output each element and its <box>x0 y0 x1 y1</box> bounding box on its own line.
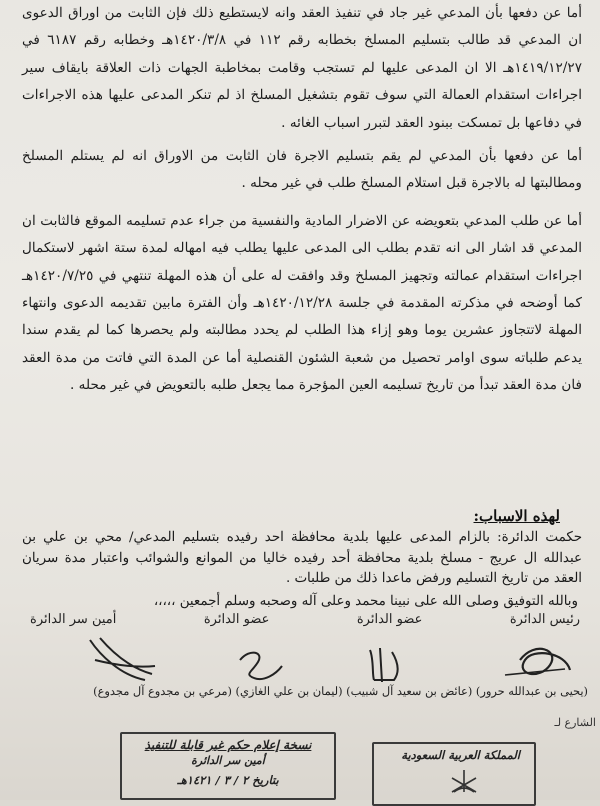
paragraph-2: أما عن دفعها بأن المدعي لم يقم بتسليم الاجرة فان الثابت من الاوراق انه لم يستلم المسلخ ومطالبتها له بالاجرة قبل استلام المسلخ طلب في غير محله . <box>22 148 582 192</box>
role-member-2: عضو الدائرة <box>356 612 423 627</box>
emblem-icon <box>444 766 484 800</box>
handwritten-signatures <box>0 630 600 690</box>
reasons-heading: لهذه الاسباب: <box>473 507 560 525</box>
copy-stamp <box>120 732 336 800</box>
body-text <box>22 0 582 400</box>
paragraph-1: أما عن دفعها بأن المدعي غير جاد في تنفيذ العقد وانه لايستطيع ذلك فإن الثابت من اوراق الدعوى ان المدعي قد طالب بتسليم المسلخ بخطابه رقم ١١٢ في ١٤٢٠/٣/٨هـ وخطابه رقم ٦١٨٧ في ١٤١٩/١٢/٢٧هـ الا ان المدعى عليها لم تستجب وقامت بمخاطبة الجهات ذات العلاقة بايقاف سير اجراءات استقدام العمالة التي سوف تقوم بتشغيل المسلخ اذ لم تنكر المدعى عليها هذه الاجراءات في دفاعها بل تمسكت ببنود العقد لتبرر اسباب الغائه . <box>22 5 582 131</box>
margin-note: الشارع لـ <box>554 716 596 729</box>
stamp-line-2: أمين سر الدائرة <box>191 754 265 767</box>
role-head: رئيس الدائرة <box>509 612 580 627</box>
role-member-1: عضو الدائرة <box>203 612 270 627</box>
signature-roles <box>30 612 580 627</box>
stamp-line-1: نسخة إعلام حكم غير قابلة للتنفيذ <box>144 738 312 752</box>
role-secretary: أمين سر الدائرة <box>30 612 117 627</box>
judgment-text: حكمت الدائرة: بالزام المدعى عليها بلدية محافظة احد رفيده بتسليم المدعي/ محي بن علي بن عبدالله ال عريج - مسلخ بلدية محافظة أحد رفيده خاليا من الموانع والشوائب واعتبار مدة سريان العقد من تاريخ التسليم ورفض ماعدا ذلك من طلبات . <box>22 530 582 586</box>
judges-names: (يحيى بن عبدالله حرور) (عائض بن سعيد آل شبيب) (ليمان بن علي الغازي) (مرعي بن مجدوع آل مجدوع) <box>93 684 588 698</box>
seal-text: المملكة العربية السعودية <box>401 748 520 762</box>
kingdom-seal-stamp <box>372 742 536 806</box>
closing-text: وبالله التوفيق وصلى الله على نبينا محمد وعلى آله وصحبه وسلم أجمعين ،،،،، <box>153 594 578 609</box>
stamp-line-3: بتاريخ ٢ / ٣ / ١٤٢١هـ <box>177 773 279 787</box>
paragraph-3: أما عن طلب المدعي بتعويضه عن الاضرار المادية والنفسية من جراء عدم تسليمه الموقع فالثابت ان المدعي قد اشار الى انه تقدم بطلب الى المدعى عليها يطلب فيه امهاله لمدة ستة اشهر لاستكمال اجراءات استقدام عمالته وتجهيز المسلخ وقد وافقت له على أن هذه المهلة تنتهي في ١٤٢٠/٧/٢٥هـ كما أوضحه في مذكرته المقدمة في جلسة ١٤٢٠/١٢/٢٨هـ وأن الفترة مابين تقديمه الدعوى وانتهاء المهلة لاتتجاوز عشرين يوما وهو إزاء هذا الطلب لم يحدد مطالبته ولم يحصرها كما لم يقدم سندا يدعم طلباته سوى اوامر تحصيل من شعبة الشئون القنصلية أما عن المدة التي فاتت من مدة العقد فان مدة العقد تبدأ من تاريخ تسليمه العين المؤجرة مما يجعل طلبه بالتعويض في غير محله . <box>22 212 582 394</box>
